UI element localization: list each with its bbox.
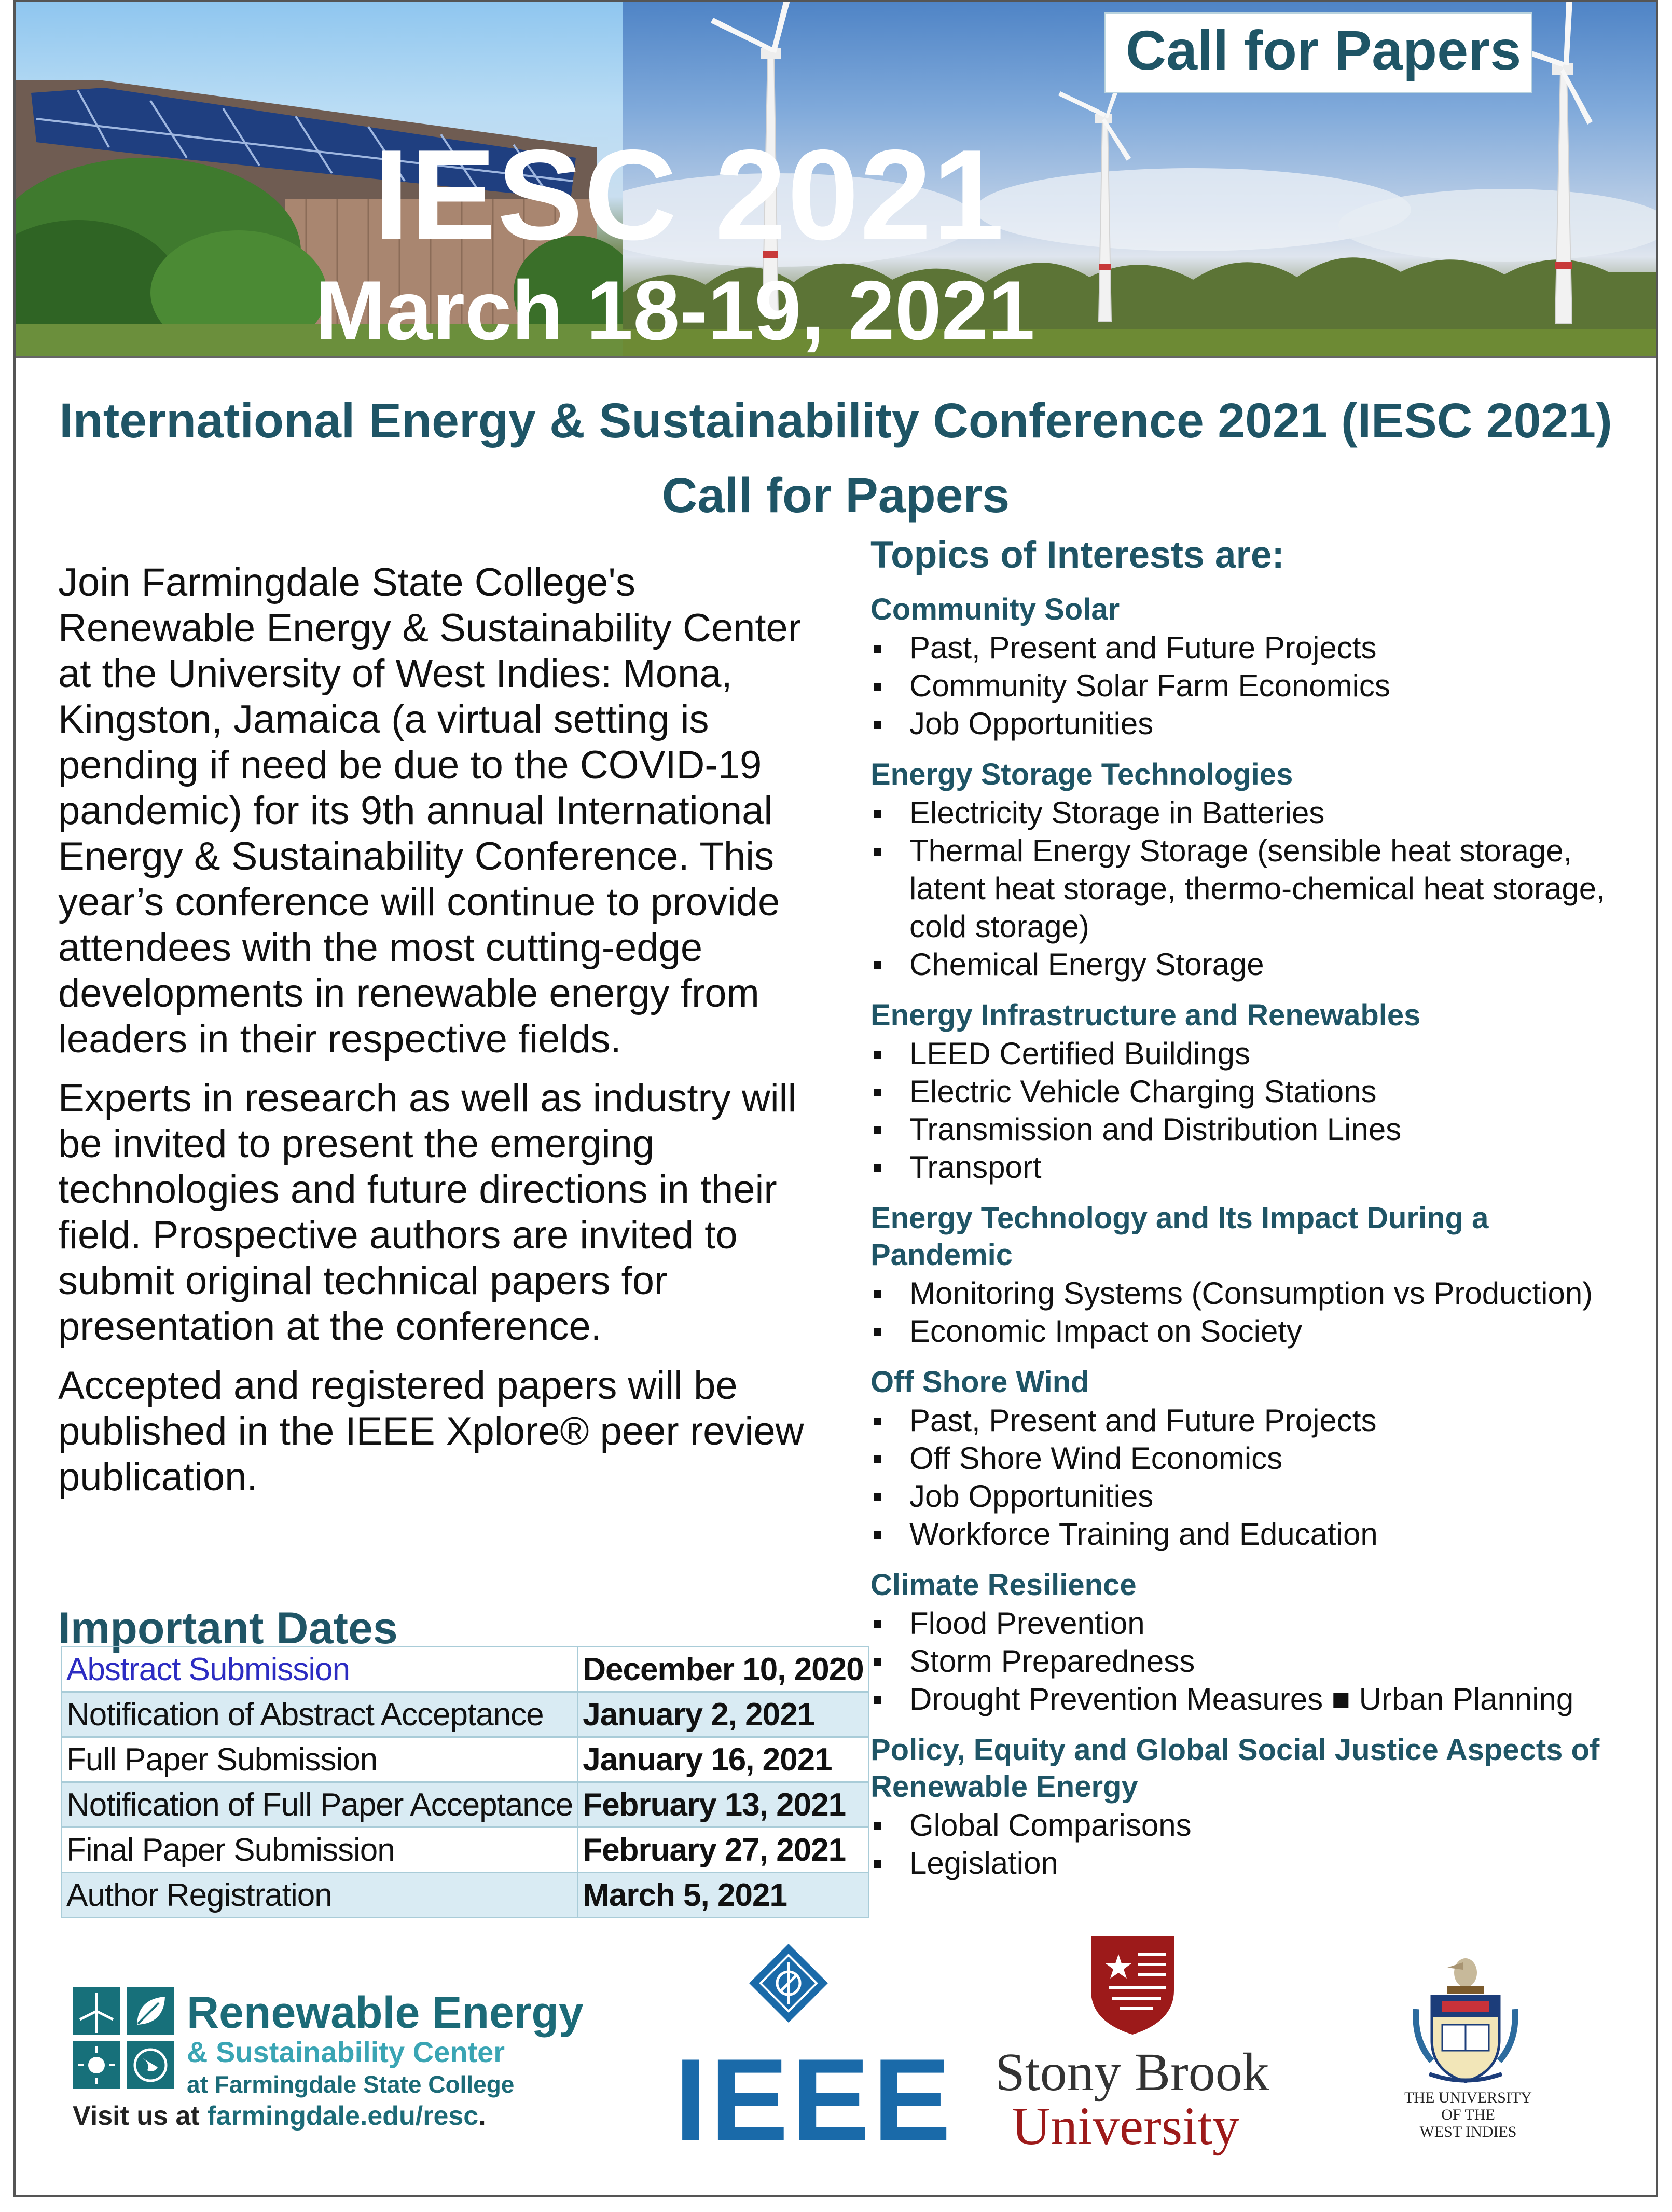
topic-category: Energy Technology and Its Impact During a Pandemic (870, 1201, 1489, 1272)
list-item: Thermal Energy Storage (sensible heat storage, latent heat storage, thermo-chemical heat storage, cold storage) (870, 832, 1628, 945)
intro-paragraph: Experts in research as well as industry will be invited to present the emerging technologies and future directions in their field. Prospective authors are invited to submit original technical papers for presentation at the conference. (58, 1076, 797, 1349)
list-item: LEED Certified Buildings (870, 1035, 1628, 1073)
list-item: Transmission and Distribution Lines (870, 1110, 1628, 1148)
uwi-crest-icon (1411, 1952, 1520, 2087)
important-dates-title: Important Dates (58, 1603, 398, 1653)
topics-title: Topics of Interests are: (870, 534, 1284, 576)
date-event: Final Paper Submission (62, 1828, 578, 1873)
conference-date: March 18-19, 2021 (315, 264, 1035, 358)
list-item: Workforce Training and Education (870, 1515, 1628, 1553)
headline-line1: International Energy & Sustainability Conference 2021 (IESC 2021) (59, 393, 1612, 448)
sun-icon (73, 2041, 120, 2089)
topic-list (870, 1274, 1628, 1350)
list-item: Job Opportunities (870, 1477, 1628, 1515)
topic-category: Climate Resilience (870, 1568, 1137, 1602)
visit-link[interactable]: farmingdale.edu/resc (207, 2101, 479, 2131)
table-row (62, 1873, 869, 1918)
date-value: March 5, 2021 (578, 1873, 868, 1918)
date-event[interactable]: Abstract Submission (62, 1647, 578, 1692)
visit-suffix: . (478, 2101, 486, 2131)
list-item: Legislation (870, 1844, 1628, 1882)
topic-category: Community Solar (870, 593, 1120, 626)
uwi-line1: THE UNIVERSITY (1404, 2089, 1532, 2106)
uwi-line3: WEST INDIES (1419, 2123, 1517, 2140)
date-value: February 27, 2021 (578, 1828, 868, 1873)
conference-title: IESC 2021 (374, 122, 1005, 267)
intro-paragraph: Accepted and registered papers will be published in the IEEE Xplore® peer review publication. (58, 1364, 804, 1499)
list-item: Past, Present and Future Projects (870, 629, 1628, 667)
date-event: Notification of Full Paper Acceptance (62, 1782, 578, 1828)
headline-line2: Call for Papers (661, 468, 1010, 523)
list-item: Chemical Energy Storage (870, 945, 1628, 983)
list-item: Past, Present and Future Projects (870, 1402, 1628, 1439)
topic-category: Energy Infrastructure and Renewables (870, 998, 1421, 1032)
list-item: Global Comparisons (870, 1806, 1628, 1844)
list-item: Job Opportunities (870, 705, 1628, 743)
topic-category: Off Shore Wind (870, 1365, 1089, 1399)
table-row (62, 1647, 869, 1692)
resc-subtitle: & Sustainability Center (187, 2036, 505, 2068)
date-event: Full Paper Submission (62, 1737, 578, 1782)
date-value: January 2, 2021 (578, 1692, 868, 1737)
ieee-logo-text: IEEE (674, 2034, 955, 2165)
table-row (62, 1692, 869, 1737)
wind-turbine-icon (73, 1987, 120, 2035)
leaf-icon (127, 1987, 174, 2035)
stony-brook-name: Stony Brook (995, 2042, 1269, 2102)
stony-brook-university: University (1012, 2096, 1240, 2156)
list-item: Community Solar Farm Economics (870, 667, 1628, 705)
topic-list (870, 1035, 1628, 1186)
list-item: Monitoring Systems (Consumption vs Production) (870, 1274, 1628, 1312)
ieee-diamond-icon (747, 1942, 830, 2025)
globe-icon (127, 2041, 174, 2089)
date-value: December 10, 2020 (578, 1647, 868, 1692)
date-event: Author Registration (62, 1873, 578, 1918)
table-row (62, 1737, 869, 1782)
headline (16, 383, 1656, 533)
topic-category: Policy, Equity and Global Social Justice Aspects of Renewable Energy (870, 1733, 1600, 1804)
topic-category: Energy Storage Technologies (870, 758, 1293, 791)
banner (16, 2, 1656, 358)
topic-list (870, 794, 1628, 983)
list-item: Flood Prevention (870, 1604, 1628, 1642)
topic-list (870, 629, 1628, 743)
resc-name: Renewable Energy (187, 1988, 584, 2038)
topic-list (870, 1806, 1628, 1882)
table-row (62, 1782, 869, 1828)
list-item: Electricity Storage in Batteries (870, 794, 1628, 832)
list-item: Off Shore Wind Economics (870, 1439, 1628, 1477)
uwi-line2: OF THE (1441, 2106, 1495, 2123)
topics-column (870, 533, 1628, 1882)
date-value: January 16, 2021 (578, 1737, 868, 1782)
topic-list (870, 1402, 1628, 1553)
list-item: Economic Impact on Society (870, 1312, 1628, 1350)
list-item: Electric Vehicle Charging Stations (870, 1073, 1628, 1110)
intro-paragraph: Join Farmingdale State College's Renewable Energy & Sustainability Center at the University of West Indies: Mona, Kingston, Jamaica (a virtual setting is pending if need be due to the COVID-19 pandemic) for its 9th annual International Energy & Sustainability Conference. This year’s conference will continue to provide attendees with the most cutting-edge developments in renewable energy from leaders in their respective fields. (58, 560, 802, 1061)
visit-us-text (73, 2100, 486, 2132)
intro-text (58, 560, 826, 1514)
uwi-name (1390, 2089, 1546, 2140)
visit-prefix: Visit us at (73, 2101, 200, 2131)
list-item: Storm Preparedness (870, 1642, 1628, 1680)
list-item: Drought Prevention Measures ■ Urban Planning (870, 1680, 1628, 1718)
resc-college: at Farmingdale State College (187, 2071, 515, 2098)
important-dates-table (61, 1646, 869, 1918)
table-row (62, 1828, 869, 1873)
flyer-page (13, 0, 1658, 2197)
topic-list (870, 1604, 1628, 1718)
stony-brook-shield-icon (1088, 1933, 1177, 2037)
call-for-papers-label: Call for Papers (1126, 19, 1522, 81)
date-value: February 13, 2021 (578, 1782, 868, 1828)
list-item: Transport (870, 1148, 1628, 1186)
date-event: Notification of Abstract Acceptance (62, 1692, 578, 1737)
